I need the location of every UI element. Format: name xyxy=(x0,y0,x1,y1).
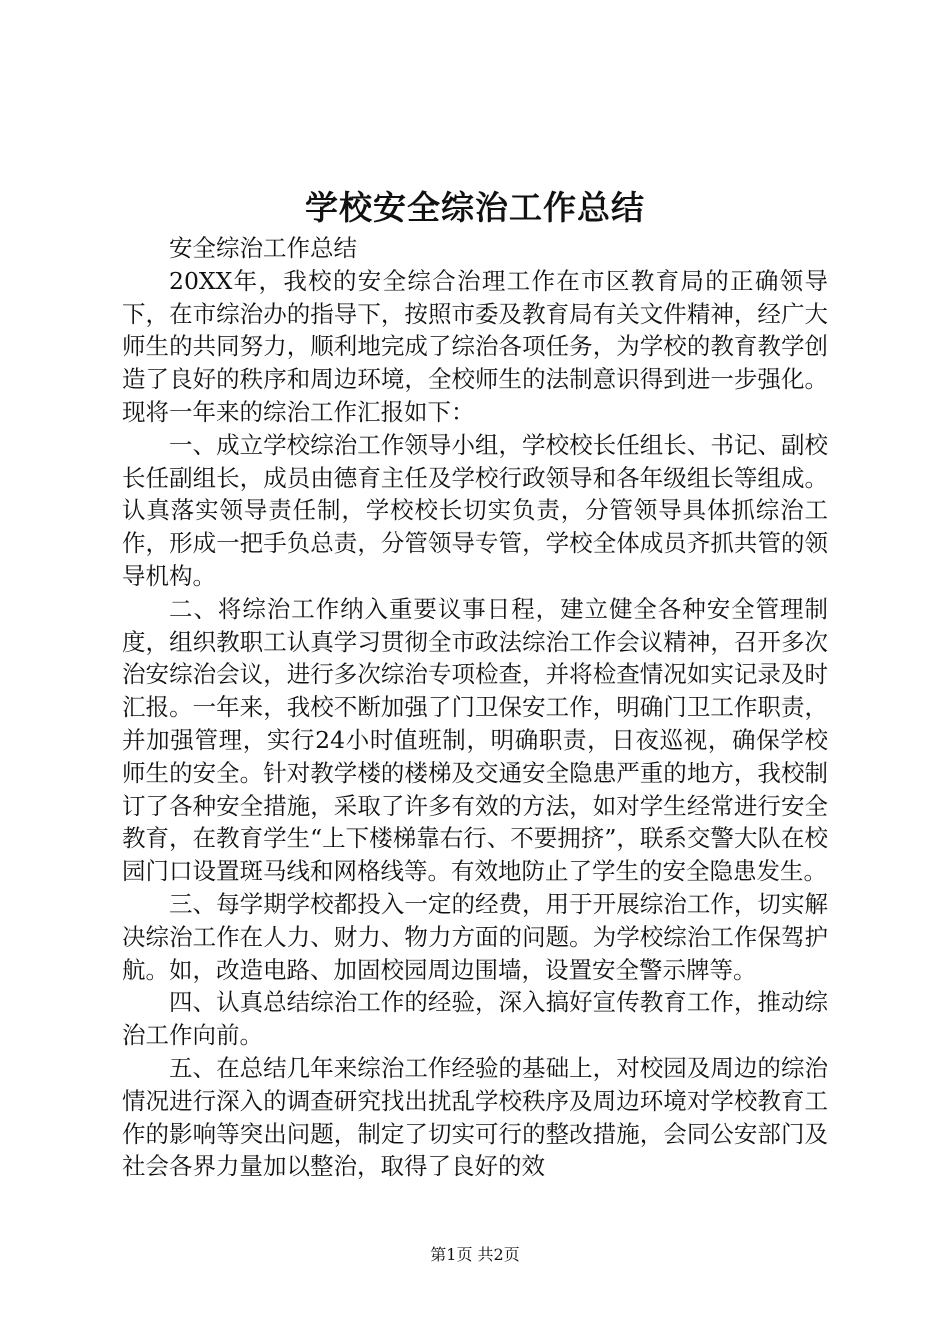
paragraph-intro: 20XX年，我校的安全综合治理工作在市区教育局的正确领导下，在市综治办的指导下，按照市委及教育局有关文件精神，经广大师生的共同努力，顺利地完成了综治各项任务，为学校的教育教学创造了良好的秩序和周边环境，全校师生的法制意识得到进一步强化。现将一年来的综治工作汇报如下： xyxy=(122,266,828,426)
page-number-footer: 第1页 共2页 xyxy=(430,1245,520,1264)
paragraph-subtitle: 安全综治工作总结 xyxy=(169,234,357,262)
paragraph-section-5: 五、在总结几年来综治工作经验的基础上，对校园及周边的综治情况进行深入的调查研究找出扰乱学校秩序及周边环境对学校教育工作的影响等突出问题，制定了切实可行的整改措施，会同公安部门及社会各界力量加以整治，取得了良好的效 xyxy=(122,1053,828,1181)
document-body xyxy=(122,232,828,1183)
paragraph-section-3: 三、每学期学校都投入一定的经费，用于开展综治工作，切实解决综治工作在人力、财力、物力方面的问题。为学校综治工作保驾护航。如，改造电路、加固校园周边围墙，设置安全警示牌等。 xyxy=(122,889,828,984)
document-title: 学校安全综治工作总结 xyxy=(305,188,645,227)
paragraph-section-1: 一、成立学校综治工作领导小组，学校校长任组长、书记、副校长任副组长，成员由德育主任及学校行政领导和各年级组长等组成。认真落实领导责任制，学校校长切实负责，分管领导具体抓综治工作，形成一把手负总责，分管领导专管，学校全体成员齐抓共管的领导机构。 xyxy=(122,430,828,590)
paragraph-section-4: 四、认真总结综治工作的经验，深入搞好宣传教育工作，推动综治工作向前。 xyxy=(122,988,828,1050)
paragraph-section-2: 二、将综治工作纳入重要议事日程，建立健全各种安全管理制度，组织教职工认真学习贯彻全市政法综治工作会议精神，召开多次治安综治会议，进行多次综治专项检查，并将检查情况如实记录及时汇报。一年来，我校不断加强了门卫保安工作，明确门卫工作职责，并加强管理，实行24小时值班制，明确职责，日夜巡视，确保学校师生的安全。针对教学楼的楼梯及交通安全隐患严重的地方，我校制订了各种安全措施，采取了许多有效的方法，如对学生经常进行安全教育，在教育学生“上下楼梯靠右行、不要拥挤”，联系交警大队在校园门口设置斑马线和网格线等。有效地防止了学生的安全隐患发生。 xyxy=(122,594,828,886)
